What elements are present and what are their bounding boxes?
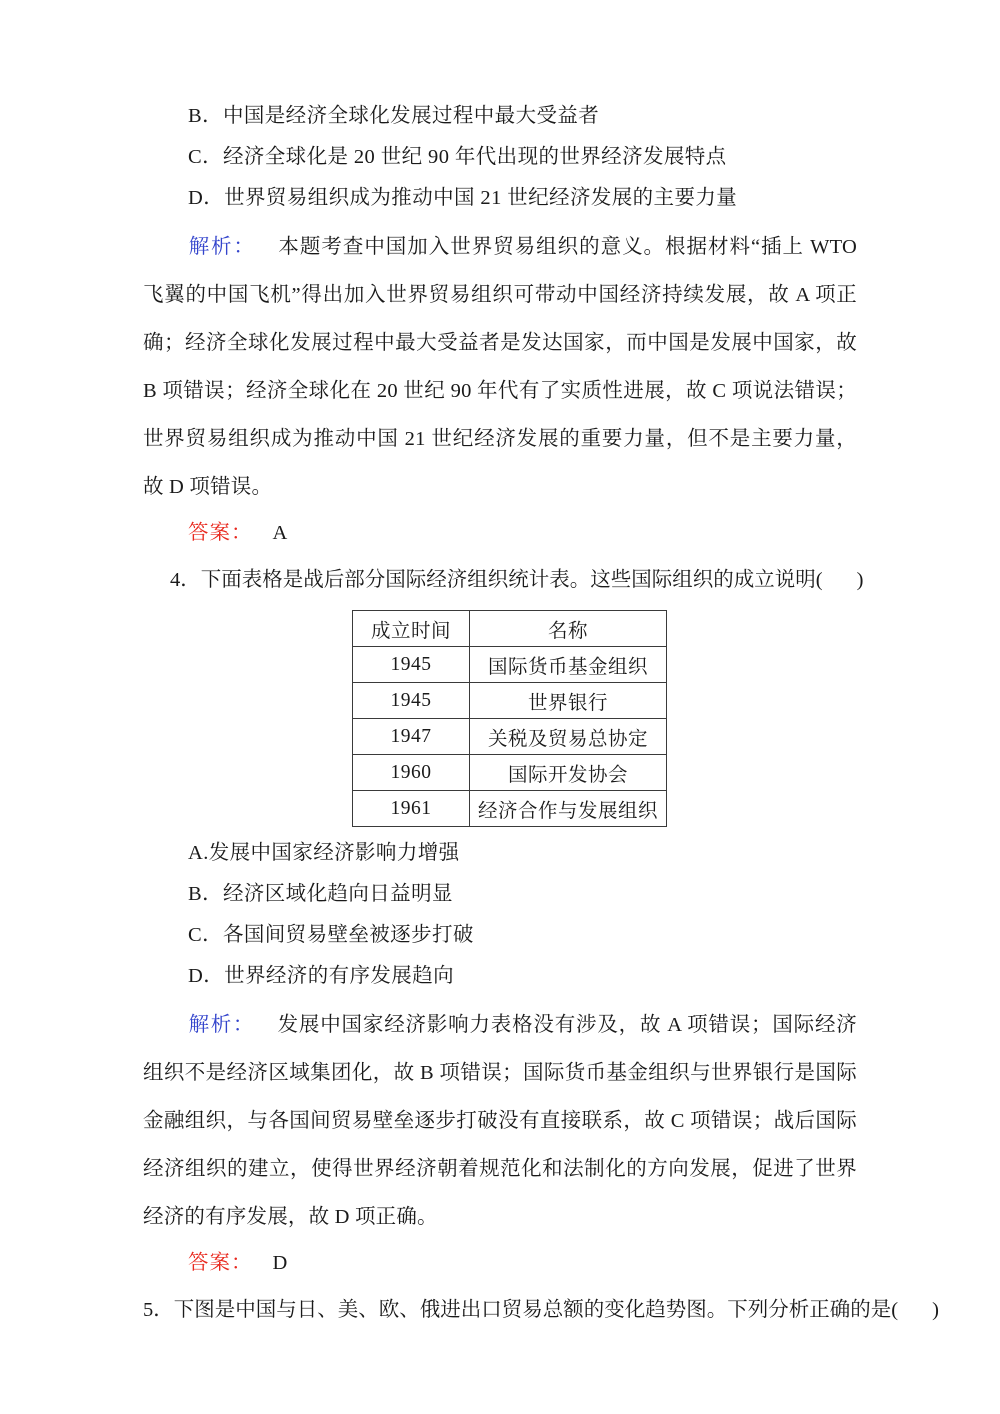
- q3-answer-label: 答案：: [188, 522, 253, 544]
- table-row: [353, 683, 667, 719]
- table-row: [353, 791, 667, 827]
- q4-stem: [143, 559, 864, 601]
- q5-stem-text: 下图是中国与日、美、欧、俄进出口贸易总额的变化趋势图。下列分析正确的是(: [173, 1299, 899, 1321]
- q3-analysis-paragraph: [143, 223, 857, 511]
- q4-answer-label: 答案：: [188, 1252, 253, 1274]
- q3-option-b: B．中国是经济全球化发展过程中最大受益者: [188, 105, 600, 127]
- table-cell-year: 1960: [353, 755, 470, 791]
- q4-option-d: D．世界经济的有序发展趋向: [188, 965, 455, 987]
- q3-option-d: D．世界贸易组织成为推动中国 21 世纪经济发展的主要力量: [188, 187, 738, 209]
- q4-option-a: A.发展中国家经济影响力增强: [188, 842, 460, 864]
- table-row: [353, 647, 667, 683]
- table-cell-year: 1945: [353, 647, 470, 683]
- q3-option-c: C．经济全球化是 20 世纪 90 年代出现的世界经济发展特点: [188, 146, 727, 168]
- table-cell-org: 经济合作与发展组织: [470, 791, 667, 827]
- table-cell-year: 1947: [353, 719, 470, 755]
- table-header-row: [353, 611, 667, 647]
- q3-analysis-label: 解析：: [188, 236, 256, 258]
- q5-stem: [143, 1289, 939, 1331]
- table-cell-year: 1945: [353, 683, 470, 719]
- q4-stem-close: ): [856, 569, 864, 591]
- q3-answer-line: [143, 511, 857, 555]
- table-cell-year: 1961: [353, 791, 470, 827]
- q4-analysis-label: 解析：: [188, 1014, 255, 1036]
- international-organizations-table: [352, 610, 667, 827]
- table-cell-org: 国际开发协会: [470, 755, 667, 791]
- table-cell-org: 国际货币基金组织: [470, 647, 667, 683]
- q4-answer-line: [143, 1241, 857, 1285]
- table-row: [353, 719, 667, 755]
- q4-analysis-text: 发展中国家经济影响力表格没有涉及，故 A 项错误；国际经济组织不是经济区域集团化，故 B 项错误；国际货币基金组织与世界银行是国际金融组织，与各国间贸易壁垒逐步打破没有直接联系，故 C 项错误；战后国际经济组织的建立，使得世界经济朝着规范化和法制化的方向发展，促进了世界经济的有序发展，故 D 项正确。: [143, 1014, 858, 1228]
- q5-number: 5．: [143, 1299, 174, 1321]
- q4-option-b: B．经济区域化趋向日益明显: [188, 883, 453, 905]
- page-content: [143, 96, 939, 1331]
- q4-option-c: C．各国间贸易壁垒被逐步打破: [188, 924, 474, 946]
- q4-answer-value: D: [272, 1252, 288, 1274]
- q4-number: 4．: [170, 569, 201, 591]
- table-row: [353, 755, 667, 791]
- q5-stem-close: ): [932, 1299, 939, 1321]
- q4-table-wrapper: [143, 610, 857, 827]
- q4-analysis-paragraph: [143, 1001, 857, 1241]
- table-header-founding-time: 成立时间: [353, 611, 470, 647]
- q3-answer-value: A: [272, 522, 288, 544]
- q4-stem-text: 下面表格是战后部分国际经济组织统计表。这些国际组织的成立说明(: [200, 569, 823, 591]
- table-cell-org: 关税及贸易总协定: [470, 719, 667, 755]
- table-header-name: 名称: [470, 611, 667, 647]
- q3-analysis-text: 本题考查中国加入世界贸易组织的意义。根据材料“插上 WTO 飞翼的中国飞机”得出加入世界贸易组织可带动中国经济持续发展，故 A 项正确；经济全球化发展过程中最大受益者是发达国家，而中国是发展中国家，故 B 项错误；经济全球化在 20 世纪 90 年代有了实质性进展，故 C 项说法错误；世界贸易组织成为推动中国 21 世纪经济发展的重要力量，但不是主要力量，故 D 项错误。: [143, 236, 858, 498]
- table-cell-org: 世界银行: [470, 683, 667, 719]
